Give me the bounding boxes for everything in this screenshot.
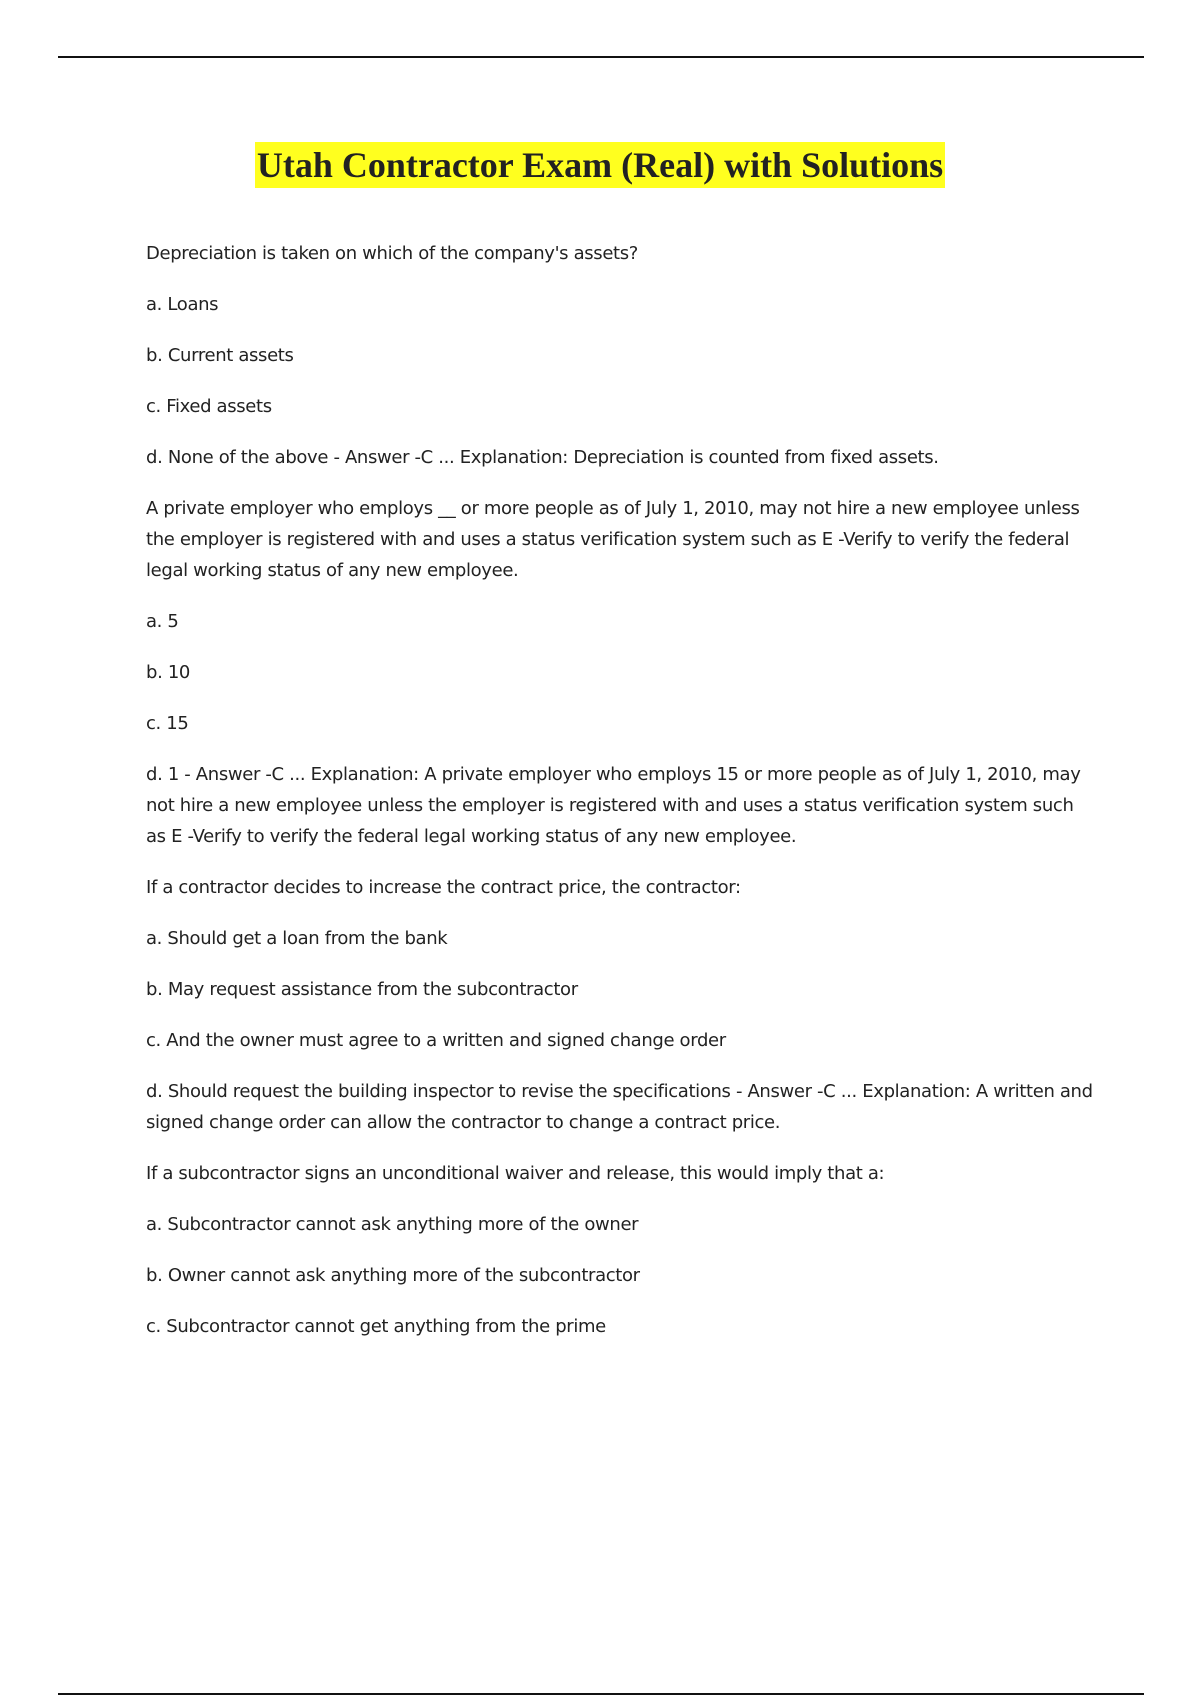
page-title: Utah Contractor Exam (Real) with Solutions xyxy=(255,142,945,188)
document-body xyxy=(146,238,1096,1362)
question-1: Depreciation is taken on which of the company's assets? xyxy=(146,243,638,264)
question-1-option-d-answer: d. None of the above - Answer -C ... Explanation: Depreciation is counted from fixed assets. xyxy=(146,447,939,468)
question-4-option-a: a. Subcontractor cannot ask anything more of the owner xyxy=(146,1214,639,1235)
title-block xyxy=(0,142,1200,188)
question-4-option-c: c. Subcontractor cannot get anything from the prime xyxy=(146,1316,606,1337)
question-2-option-c: c. 15 xyxy=(146,713,189,734)
question-3-option-c: c. And the owner must agree to a written and signed change order xyxy=(146,1030,726,1051)
question-1-option-b: b. Current assets xyxy=(146,345,294,366)
question-1-option-a: a. Loans xyxy=(146,294,219,315)
question-3-option-d-answer: d. Should request the building inspector to revise the specifications - Answer -C ... Explanation: A written and signed change order can allow the contractor to change a contract price. xyxy=(146,1081,1093,1133)
question-4: If a subcontractor signs an unconditional waiver and release, this would imply that a: xyxy=(146,1163,885,1184)
question-2-option-a: a. 5 xyxy=(146,611,179,632)
footer-rule xyxy=(58,1693,1144,1695)
question-3-option-a: a. Should get a loan from the bank xyxy=(146,928,448,949)
question-2-option-d-answer: d. 1 - Answer -C ... Explanation: A private employer who employs 15 or more people as of July 1, 2010, may not hire a new employee unless the employer is registered with and uses a status verification system such as E -Verify to verify the federal legal working status of any new employee. xyxy=(146,764,1081,847)
question-4-option-b: b. Owner cannot ask anything more of the subcontractor xyxy=(146,1265,640,1286)
question-2-option-b: b. 10 xyxy=(146,662,191,683)
question-2: A private employer who employs __ or more people as of July 1, 2010, may not hire a new employee unless the employer is registered with and uses a status verification system such as E -Verify to verify the federal legal working status of any new employee. xyxy=(146,498,1080,581)
header-rule xyxy=(58,56,1144,58)
question-3: If a contractor decides to increase the contract price, the contractor: xyxy=(146,877,741,898)
question-1-option-c: c. Fixed assets xyxy=(146,396,272,417)
question-3-option-b: b. May request assistance from the subcontractor xyxy=(146,979,578,1000)
